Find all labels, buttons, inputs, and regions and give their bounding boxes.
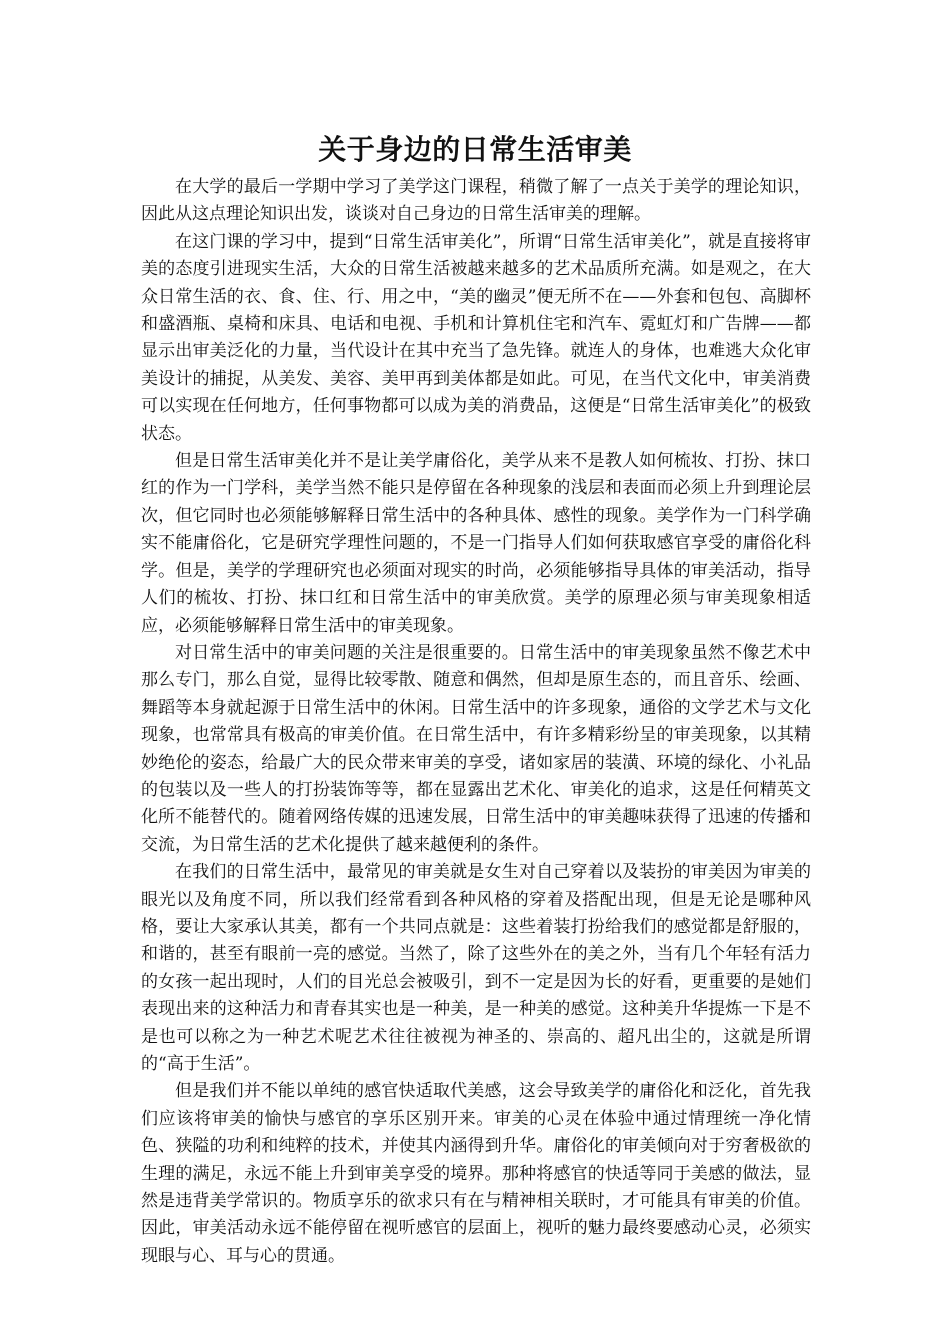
paragraph-2: 在这门课的学习中，提到“日常生活审美化”，所谓“日常生活审美化”，就是直接将审美的态度引进现实生活，大众的日常生活被越来越多的艺术品质所充满。如是观之，在大众日常生活的衣、食、住、行、用之中，“美的幽灵”便无所不在——外套和包包、高脚杯和盛酒瓶、桌椅和床具、电话和电视、手机和计算机住宅和汽车、霓虹灯和广告牌——都显示出审美泛化的力量，当代设计在其中充当了急先锋。就连人的身体，也难逃大众化审美设计的捕捉，从美发、美容、美甲再到美体都是如此。可见，在当代文化中，审美消费可以实现在任何地方，任何事物都可以成为美的消费品，这便是“日常生活审美化”的极致状态。	[141, 231, 811, 444]
paragraph-3: 但是日常生活审美化并不是让美学庸俗化，美学从来不是教人如何梳妆、打扮、抹口红的作为一门学科，美学当然不能只是停留在各种现象的浅层和表面而必须上升到理论层次，但它同时也必须能够解释日常生活中的各种具体、感性的现象。美学作为一门科学确实不能庸俗化，它是研究学理性问题的，不是一门指导人们如何获取感官享受的庸俗化科学。但是，美学的学理研究也必须面对现实的时尚，必须能够指导具体的审美活动，指导人们的梳妆、打扮、抹口红和日常生活中的审美欣赏。美学的原理必须与审美现象相适应，必须能够解释日常生活中的审美现象。	[141, 451, 811, 636]
paragraph-4: 对日常生活中的审美问题的关注是很重要的。日常生活中的审美现象虽然不像艺术中那么专门，那么自觉，显得比较零散、随意和偶然，但却是原生态的，而且音乐、绘画、舞蹈等本身就起源于日常生活中的休闲。日常生活中的许多现象，通俗的文学艺术与文化现象，也常常具有极高的审美价值。在日常生活中，有许多精彩纷呈的审美现象，以其精妙绝伦的姿态，给最广大的民众带来审美的享受，诸如家居的装潢、环境的绿化、小礼品的包装以及一些人的打扮装饰等等，都在显露出艺术化、审美化的追求，这是任何精英文化所不能替代的。随着网络传媒的迅速发展，日常生活中的审美趣味获得了迅速的传播和交流，为日常生活的艺术化提供了越来越便利的条件。	[141, 642, 811, 855]
paragraph-6: 但是我们并不能以单纯的感官快适取代美感，这会导致美学的庸俗化和泛化，首先我们应该将审美的愉快与感官的享乐区别开来。审美的心灵在体验中通过情理统一净化情色、狭隘的功利和纯粹的技术，并使其内涵得到升华。庸俗化的审美倾向对于穷奢极欲的生理的满足，永远不能上升到审美享受的境界。那种将感官的快适等同于美感的做法，显然是违背美学常识的。物质享乐的欲求只有在与精神相关联时，才可能具有审美的价值。因此，审美活动永远不能停留在视听感官的层面上，视听的魅力最终要感动心灵，必须实现眼与心、耳与心的贯通。	[141, 1081, 811, 1266]
document-title: 关于身边的日常生活审美	[318, 133, 632, 166]
paragraph-5: 在我们的日常生活中，最常见的审美就是女生对自己穿着以及装扮的审美因为审美的眼光以及角度不同，所以我们经常看到各种风格的穿着及搭配出现，但是无论是哪种风格，要让大家承认其美，都有一个共同点就是：这些着装打扮给我们的感觉都是舒服的，和谐的，甚至有眼前一亮的感觉。当然了，除了这些外在的美之外，当有几个年轻有活力的女孩一起出现时，人们的目光总会被吸引，到不一定是因为长的好看，更重要的是她们表现出来的这种活力和青春其实也是一种美，是一种美的感觉。这种美升华提炼一下是不是也可以称之为一种艺术呢艺术往往被视为神圣的、崇高的、超凡出尘的，这就是所谓的“高于生活”。	[141, 862, 811, 1074]
document-body	[141, 174, 811, 1270]
paragraph-1: 在大学的最后一学期中学习了美学这门课程，稍微了解了一点关于美学的理论知识，因此从这点理论知识出发，谈谈对自己身边的日常生活审美的理解。	[141, 177, 811, 225]
